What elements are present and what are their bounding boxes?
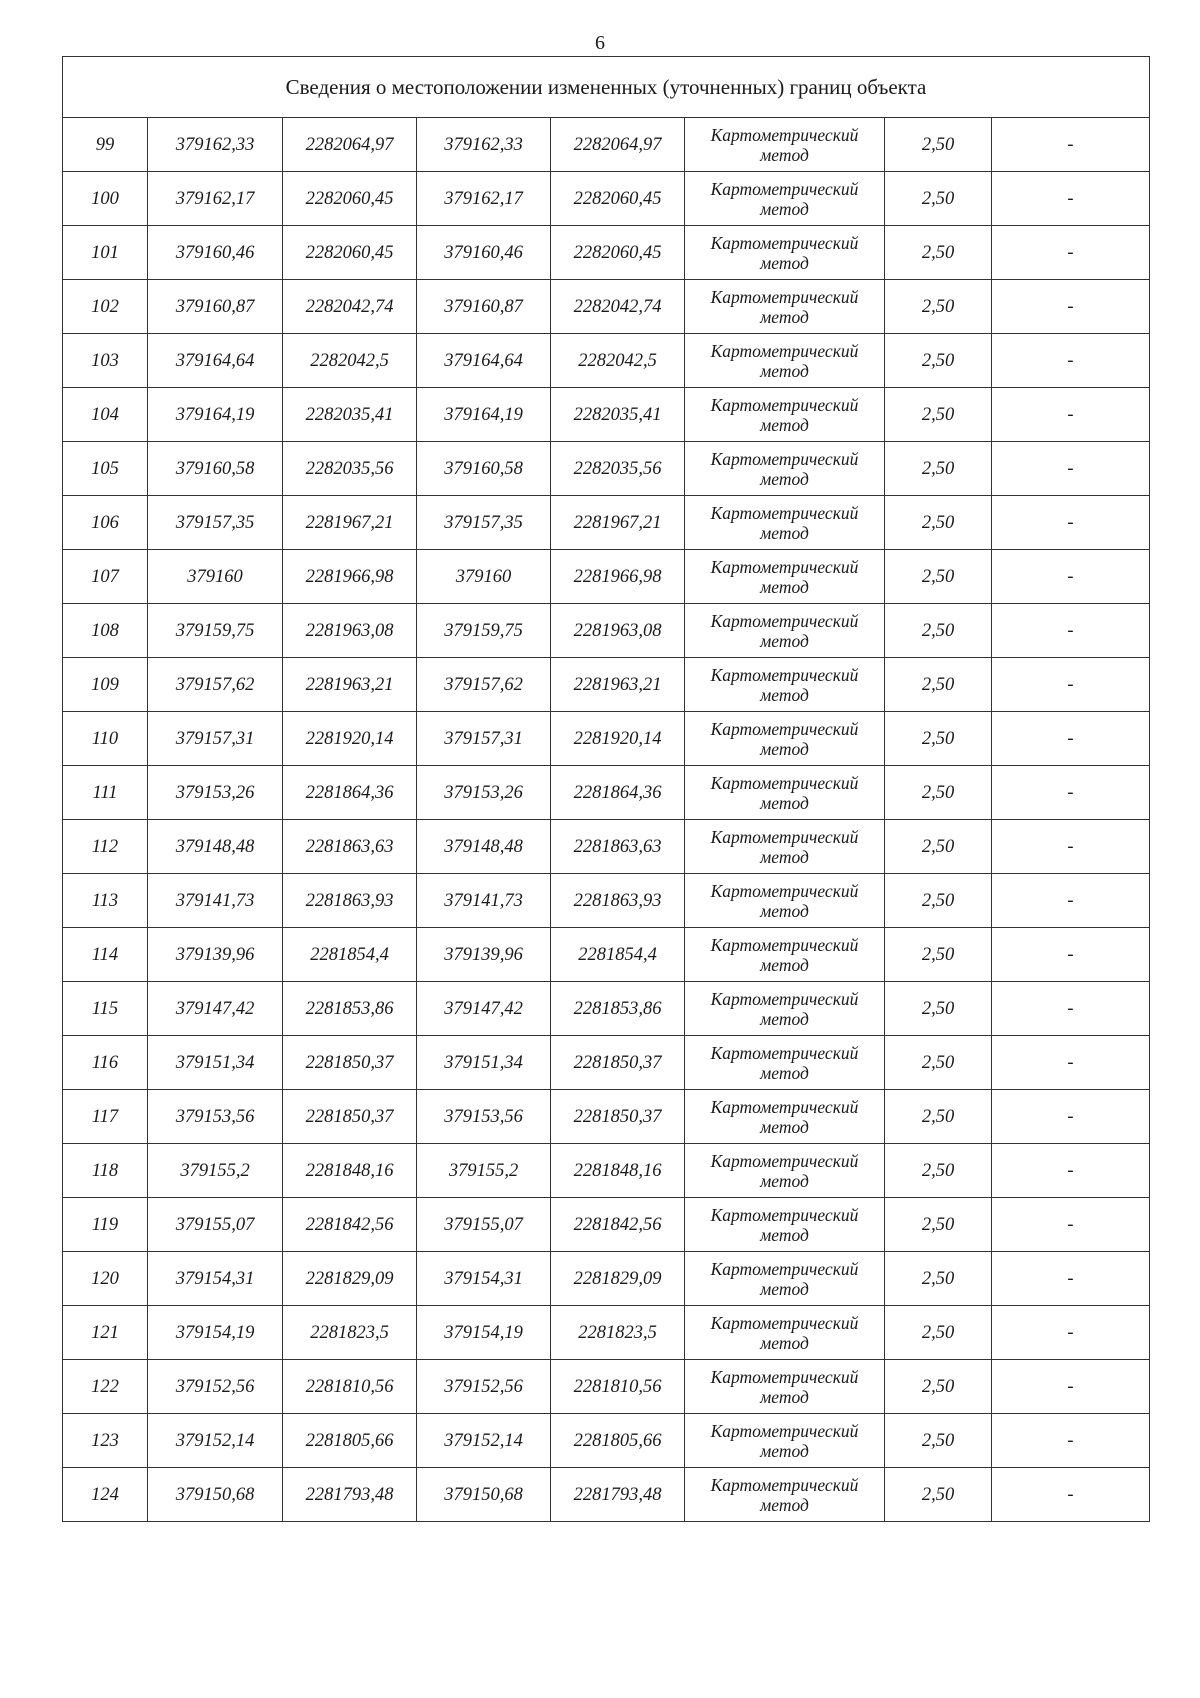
method-text: Картометрический [710,1420,859,1441]
refined-y-cell: 2281823,5 [551,1306,685,1360]
refined-x-cell: 379150,68 [417,1468,551,1522]
existing-x-cell: 379152,56 [148,1360,283,1414]
existing-y-cell: 2281966,98 [283,550,417,604]
table-row [63,280,1150,334]
refined-y-cell: 2281842,56 [551,1198,685,1252]
existing-y-cell: 2282035,56 [283,442,417,496]
table-row [63,172,1150,226]
method-text: Картометрический [710,610,859,631]
table-row [63,712,1150,766]
method-text: метод [760,414,809,435]
method-cell [685,226,885,280]
refined-x-cell: 379153,56 [417,1090,551,1144]
refined-y-cell: 2281793,48 [551,1468,685,1522]
existing-y-cell: 2281793,48 [283,1468,417,1522]
existing-y-cell: 2281864,36 [283,766,417,820]
refined-y-cell: 2282035,56 [551,442,685,496]
method-cell [685,280,885,334]
method-text: Картометрический [710,502,859,523]
refined-x-cell: 379154,19 [417,1306,551,1360]
method-text: метод [760,792,809,813]
existing-x-cell: 379154,19 [148,1306,283,1360]
existing-x-cell: 379160,87 [148,280,283,334]
method-cell [685,712,885,766]
point-number-cell: 104 [63,388,148,442]
refined-y-cell: 2282060,45 [551,226,685,280]
note-cell: - [992,1144,1150,1198]
note-cell: - [992,1198,1150,1252]
accuracy-cell: 2,50 [885,334,992,388]
accuracy-cell: 2,50 [885,550,992,604]
point-number-cell: 101 [63,226,148,280]
existing-x-cell: 379159,75 [148,604,283,658]
existing-y-cell: 2281967,21 [283,496,417,550]
method-text: метод [760,1062,809,1083]
method-text: Картометрический [710,178,859,199]
existing-x-cell: 379157,35 [148,496,283,550]
refined-x-cell: 379160,58 [417,442,551,496]
method-text: Картометрический [710,556,859,577]
table-row [63,1090,1150,1144]
method-text: метод [760,684,809,705]
method-text: метод [760,252,809,273]
method-cell [685,550,885,604]
note-cell: - [992,1252,1150,1306]
existing-y-cell: 2281963,08 [283,604,417,658]
method-cell [685,982,885,1036]
existing-y-cell: 2281854,4 [283,928,417,982]
note-cell: - [992,334,1150,388]
method-cell [685,172,885,226]
table-row [63,928,1150,982]
method-cell [685,658,885,712]
method-text: Картометрический [710,1042,859,1063]
method-cell [685,1414,885,1468]
method-text: Картометрический [710,1096,859,1117]
method-text: Картометрический [710,880,859,901]
accuracy-cell: 2,50 [885,442,992,496]
method-text: метод [760,954,809,975]
existing-y-cell: 2281848,16 [283,1144,417,1198]
accuracy-cell: 2,50 [885,226,992,280]
existing-y-cell: 2282042,74 [283,280,417,334]
existing-x-cell: 379153,56 [148,1090,283,1144]
existing-y-cell: 2281963,21 [283,658,417,712]
refined-y-cell: 2281966,98 [551,550,685,604]
note-cell: - [992,118,1150,172]
note-cell: - [992,1414,1150,1468]
method-text: метод [760,576,809,597]
existing-x-cell: 379164,64 [148,334,283,388]
coordinates-table [62,56,1150,1522]
refined-x-cell: 379148,48 [417,820,551,874]
note-cell: - [992,982,1150,1036]
method-cell [685,874,885,928]
refined-x-cell: 379164,19 [417,388,551,442]
refined-x-cell: 379160,46 [417,226,551,280]
note-cell: - [992,712,1150,766]
note-cell: - [992,766,1150,820]
point-number-cell: 100 [63,172,148,226]
point-number-cell: 106 [63,496,148,550]
accuracy-cell: 2,50 [885,1144,992,1198]
point-number-cell: 102 [63,280,148,334]
refined-y-cell: 2281805,66 [551,1414,685,1468]
existing-y-cell: 2281850,37 [283,1036,417,1090]
point-number-cell: 123 [63,1414,148,1468]
refined-x-cell: 379157,62 [417,658,551,712]
refined-y-cell: 2281963,08 [551,604,685,658]
accuracy-cell: 2,50 [885,496,992,550]
note-cell: - [992,874,1150,928]
method-text: Картометрический [710,1150,859,1171]
refined-x-cell: 379147,42 [417,982,551,1036]
existing-x-cell: 379152,14 [148,1414,283,1468]
table-row [63,1252,1150,1306]
method-text: Картометрический [710,664,859,685]
page-number: 6 [595,32,605,54]
method-text: метод [760,198,809,219]
method-text: Картометрический [710,1204,859,1225]
method-cell [685,1306,885,1360]
method-text: метод [760,360,809,381]
method-text: Картометрический [710,448,859,469]
refined-x-cell: 379154,31 [417,1252,551,1306]
existing-y-cell: 2282042,5 [283,334,417,388]
table-row [63,604,1150,658]
method-text: метод [760,846,809,867]
point-number-cell: 114 [63,928,148,982]
method-cell [685,1036,885,1090]
existing-y-cell: 2281829,09 [283,1252,417,1306]
table-row [63,820,1150,874]
note-cell: - [992,604,1150,658]
table-row [63,1198,1150,1252]
note-cell: - [992,820,1150,874]
accuracy-cell: 2,50 [885,766,992,820]
point-number-cell: 122 [63,1360,148,1414]
refined-x-cell: 379157,35 [417,496,551,550]
refined-y-cell: 2281854,4 [551,928,685,982]
method-cell [685,1144,885,1198]
table-row [63,874,1150,928]
method-cell [685,928,885,982]
method-text: метод [760,522,809,543]
refined-y-cell: 2281853,86 [551,982,685,1036]
refined-y-cell: 2281850,37 [551,1090,685,1144]
existing-y-cell: 2282064,97 [283,118,417,172]
table-row [63,982,1150,1036]
refined-y-cell: 2282042,74 [551,280,685,334]
accuracy-cell: 2,50 [885,982,992,1036]
note-cell: - [992,226,1150,280]
note-cell: - [992,442,1150,496]
method-text: Картометрический [710,340,859,361]
refined-x-cell: 379155,07 [417,1198,551,1252]
method-cell [685,1360,885,1414]
existing-x-cell: 379162,33 [148,118,283,172]
point-number-cell: 113 [63,874,148,928]
method-cell [685,1090,885,1144]
refined-y-cell: 2282042,5 [551,334,685,388]
method-text: Картометрический [710,1258,859,1279]
point-number-cell: 105 [63,442,148,496]
point-number-cell: 117 [63,1090,148,1144]
existing-x-cell: 379154,31 [148,1252,283,1306]
note-cell: - [992,280,1150,334]
refined-x-cell: 379152,14 [417,1414,551,1468]
method-text: метод [760,738,809,759]
existing-y-cell: 2281805,66 [283,1414,417,1468]
method-text: метод [760,1332,809,1353]
note-cell: - [992,172,1150,226]
existing-x-cell: 379160,58 [148,442,283,496]
table-row [63,550,1150,604]
existing-y-cell: 2281853,86 [283,982,417,1036]
refined-x-cell: 379152,56 [417,1360,551,1414]
method-cell [685,604,885,658]
existing-y-cell: 2281920,14 [283,712,417,766]
table-row [63,1468,1150,1522]
method-cell [685,442,885,496]
method-text: Картометрический [710,1474,859,1495]
point-number-cell: 109 [63,658,148,712]
refined-y-cell: 2282035,41 [551,388,685,442]
existing-y-cell: 2282060,45 [283,226,417,280]
accuracy-cell: 2,50 [885,658,992,712]
refined-x-cell: 379153,26 [417,766,551,820]
table-row [63,1144,1150,1198]
section-header-row [63,57,1150,118]
section-title: Сведения о местоположении измененных (уточненных) границ объекта [63,57,1150,118]
refined-y-cell: 2281920,14 [551,712,685,766]
refined-x-cell: 379141,73 [417,874,551,928]
refined-x-cell: 379162,33 [417,118,551,172]
refined-x-cell: 379157,31 [417,712,551,766]
table-row [63,1414,1150,1468]
refined-x-cell: 379151,34 [417,1036,551,1090]
note-cell: - [992,1090,1150,1144]
method-text: метод [760,1440,809,1461]
method-text: метод [760,306,809,327]
note-cell: - [992,550,1150,604]
table-row [63,496,1150,550]
existing-x-cell: 379141,73 [148,874,283,928]
method-text: метод [760,630,809,651]
point-number-cell: 111 [63,766,148,820]
table-row [63,118,1150,172]
refined-y-cell: 2281864,36 [551,766,685,820]
refined-y-cell: 2281829,09 [551,1252,685,1306]
existing-x-cell: 379160,46 [148,226,283,280]
accuracy-cell: 2,50 [885,1252,992,1306]
table-row [63,226,1150,280]
point-number-cell: 115 [63,982,148,1036]
method-text: метод [760,1170,809,1191]
method-text: Картометрический [710,718,859,739]
method-cell [685,118,885,172]
accuracy-cell: 2,50 [885,1036,992,1090]
method-text: Картометрический [710,232,859,253]
method-cell [685,820,885,874]
accuracy-cell: 2,50 [885,1414,992,1468]
point-number-cell: 119 [63,1198,148,1252]
method-text: Картометрический [710,286,859,307]
refined-x-cell: 379160,87 [417,280,551,334]
note-cell: - [992,1468,1150,1522]
refined-y-cell: 2281963,21 [551,658,685,712]
existing-y-cell: 2282035,41 [283,388,417,442]
existing-x-cell: 379164,19 [148,388,283,442]
point-number-cell: 112 [63,820,148,874]
existing-x-cell: 379155,07 [148,1198,283,1252]
method-cell [685,388,885,442]
existing-y-cell: 2281863,63 [283,820,417,874]
method-text: метод [760,1494,809,1515]
method-text: метод [760,1116,809,1137]
existing-x-cell: 379160 [148,550,283,604]
method-text: Картометрический [710,826,859,847]
existing-y-cell: 2282060,45 [283,172,417,226]
note-cell: - [992,496,1150,550]
existing-x-cell: 379151,34 [148,1036,283,1090]
note-cell: - [992,388,1150,442]
point-number-cell: 120 [63,1252,148,1306]
refined-y-cell: 2281863,63 [551,820,685,874]
existing-y-cell: 2281810,56 [283,1360,417,1414]
method-text: Картометрический [710,124,859,145]
method-text: метод [760,144,809,165]
table-row [63,442,1150,496]
existing-x-cell: 379153,26 [148,766,283,820]
method-text: метод [760,1008,809,1029]
accuracy-cell: 2,50 [885,1198,992,1252]
existing-x-cell: 379155,2 [148,1144,283,1198]
point-number-cell: 110 [63,712,148,766]
refined-x-cell: 379162,17 [417,172,551,226]
existing-x-cell: 379139,96 [148,928,283,982]
point-number-cell: 99 [63,118,148,172]
existing-x-cell: 379148,48 [148,820,283,874]
existing-y-cell: 2281823,5 [283,1306,417,1360]
accuracy-cell: 2,50 [885,280,992,334]
table-row [63,1306,1150,1360]
existing-x-cell: 379150,68 [148,1468,283,1522]
method-text: Картометрический [710,394,859,415]
existing-y-cell: 2281863,93 [283,874,417,928]
point-number-cell: 116 [63,1036,148,1090]
method-text: метод [760,1386,809,1407]
refined-y-cell: 2281810,56 [551,1360,685,1414]
note-cell: - [992,658,1150,712]
existing-x-cell: 379147,42 [148,982,283,1036]
point-number-cell: 108 [63,604,148,658]
accuracy-cell: 2,50 [885,1306,992,1360]
note-cell: - [992,1306,1150,1360]
method-text: Картометрический [710,1366,859,1387]
method-cell [685,1252,885,1306]
accuracy-cell: 2,50 [885,1090,992,1144]
table-row [63,334,1150,388]
method-cell [685,334,885,388]
accuracy-cell: 2,50 [885,388,992,442]
refined-y-cell: 2281848,16 [551,1144,685,1198]
note-cell: - [992,928,1150,982]
refined-x-cell: 379155,2 [417,1144,551,1198]
method-text: Картометрический [710,1312,859,1333]
point-number-cell: 124 [63,1468,148,1522]
method-text: Картометрический [710,772,859,793]
note-cell: - [992,1036,1150,1090]
existing-y-cell: 2281842,56 [283,1198,417,1252]
point-number-cell: 121 [63,1306,148,1360]
accuracy-cell: 2,50 [885,604,992,658]
accuracy-cell: 2,50 [885,172,992,226]
table-row [63,658,1150,712]
method-cell [685,496,885,550]
existing-x-cell: 379162,17 [148,172,283,226]
table-row [63,766,1150,820]
table-body [63,57,1150,1522]
table-row [63,1036,1150,1090]
refined-x-cell: 379139,96 [417,928,551,982]
point-number-cell: 118 [63,1144,148,1198]
method-text: метод [760,900,809,921]
refined-x-cell: 379164,64 [417,334,551,388]
method-text: метод [760,1224,809,1245]
method-cell [685,766,885,820]
table-row [63,388,1150,442]
existing-y-cell: 2281850,37 [283,1090,417,1144]
accuracy-cell: 2,50 [885,118,992,172]
refined-y-cell: 2281863,93 [551,874,685,928]
method-cell [685,1198,885,1252]
table-row [63,1360,1150,1414]
accuracy-cell: 2,50 [885,712,992,766]
accuracy-cell: 2,50 [885,820,992,874]
method-text: метод [760,1278,809,1299]
method-cell [685,1468,885,1522]
method-text: Картометрический [710,988,859,1009]
refined-y-cell: 2282060,45 [551,172,685,226]
accuracy-cell: 2,50 [885,1468,992,1522]
refined-x-cell: 379159,75 [417,604,551,658]
method-text: метод [760,468,809,489]
note-cell: - [992,1360,1150,1414]
refined-y-cell: 2281967,21 [551,496,685,550]
point-number-cell: 103 [63,334,148,388]
refined-y-cell: 2281850,37 [551,1036,685,1090]
existing-x-cell: 379157,62 [148,658,283,712]
point-number-cell: 107 [63,550,148,604]
existing-x-cell: 379157,31 [148,712,283,766]
accuracy-cell: 2,50 [885,874,992,928]
refined-y-cell: 2282064,97 [551,118,685,172]
refined-x-cell: 379160 [417,550,551,604]
accuracy-cell: 2,50 [885,928,992,982]
accuracy-cell: 2,50 [885,1360,992,1414]
method-text: Картометрический [710,934,859,955]
